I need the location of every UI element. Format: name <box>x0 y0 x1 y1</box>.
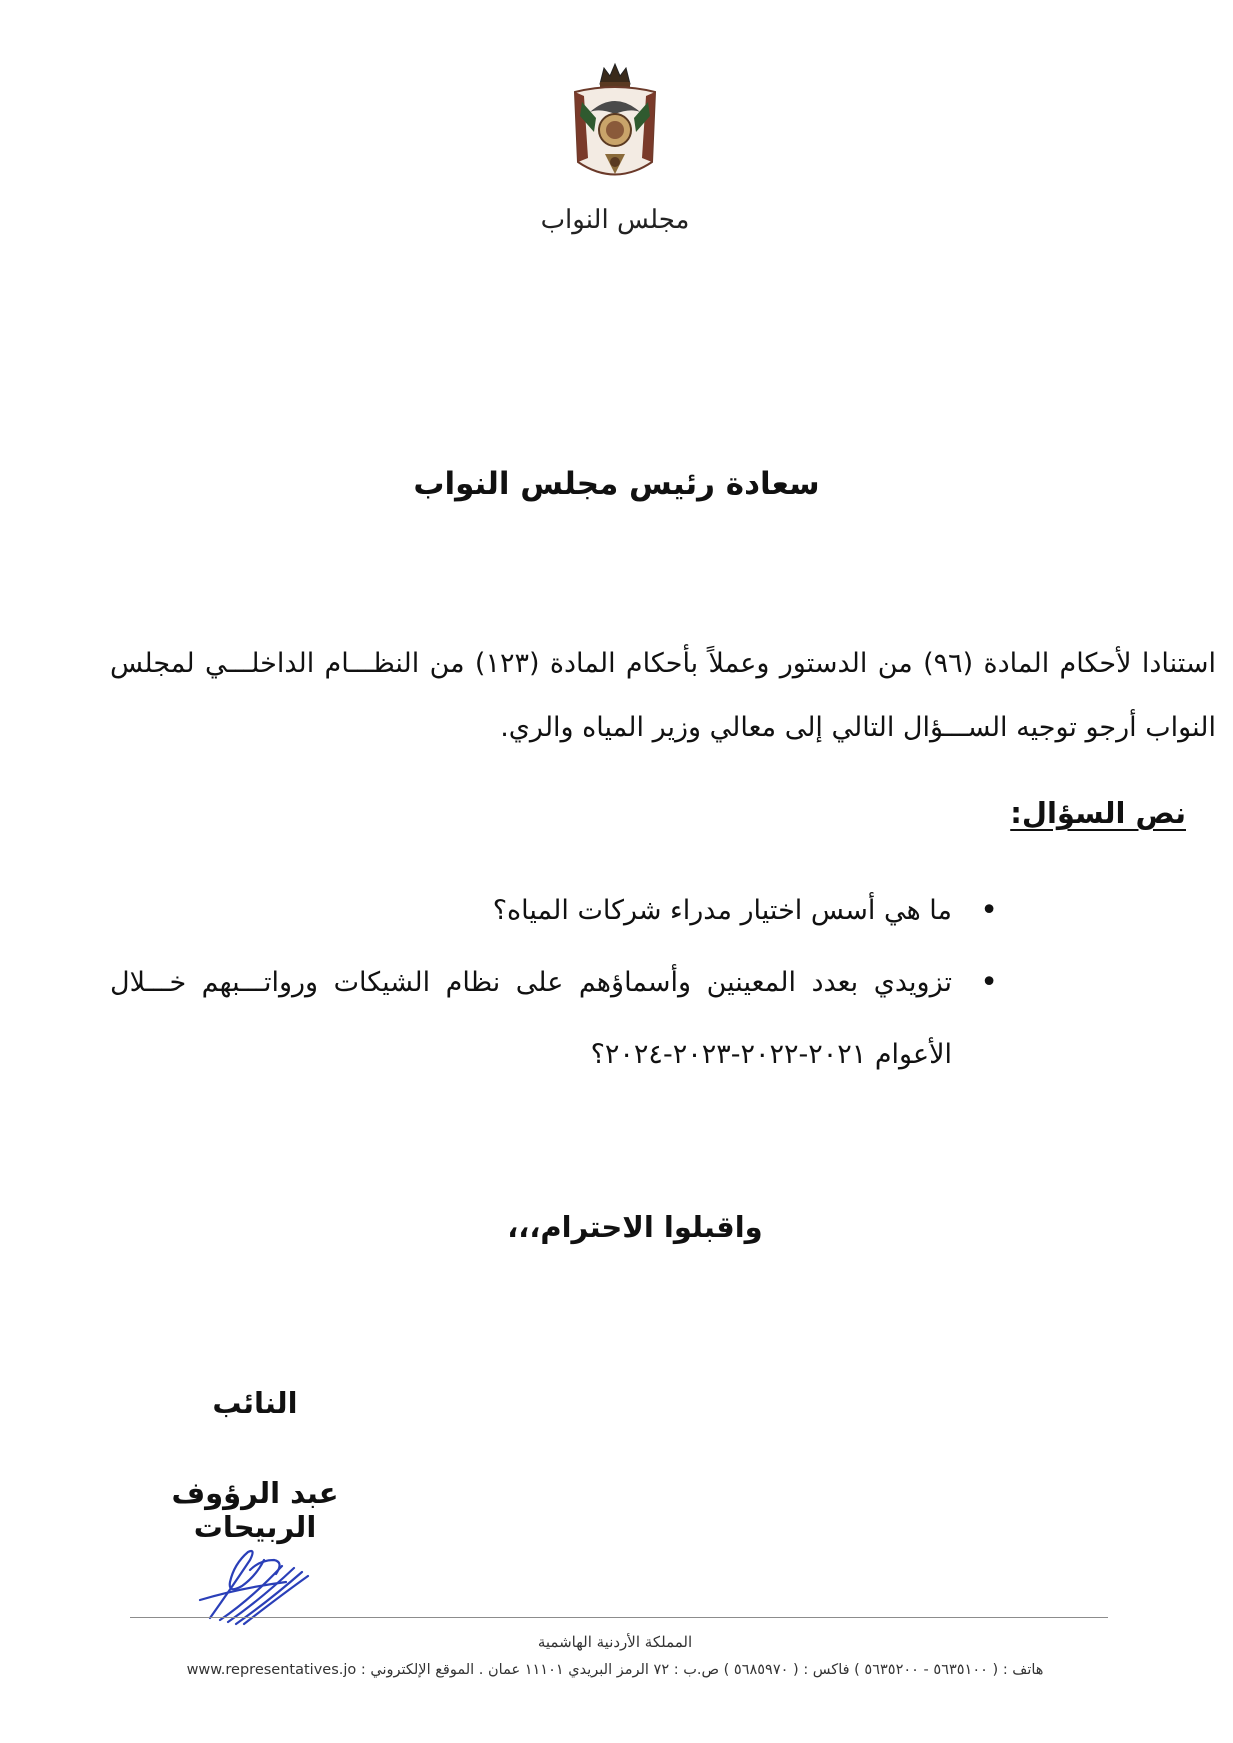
question-heading: نص السؤال: <box>1010 796 1186 830</box>
footer-divider <box>130 1617 1108 1618</box>
greeting-line: سعادة رئيس مجلس النواب <box>413 466 820 502</box>
organization-letterhead: مجلس النواب <box>540 205 690 235</box>
body-line-2: النواب أرجو توجيه الســـؤال التالي إلى معالي وزير المياه والري. <box>500 712 1216 743</box>
footer-country: المملكة الأردنية الهاشمية <box>537 1633 693 1651</box>
royal-crest-emblem <box>560 62 670 188</box>
body-paragraph <box>110 632 1216 760</box>
question-2-line-2: الأعوام ٢٠٢١-٢٠٢٢-٢٠٢٣-٢٠٢٤؟ <box>590 1039 952 1070</box>
signatory-title: النائب <box>212 1386 298 1420</box>
question-list <box>110 875 1216 1091</box>
signatory-name: عبد الرؤوف الربيحات <box>171 1476 339 1544</box>
closing-line: واقبلوا الاحترام،،، <box>507 1210 763 1244</box>
body-line-1: استنادا لأحكام المادة (٩٦) من الدستور وعملاً بأحكام المادة (١٢٣) من النظـــام الداخلـــي لمجلس <box>110 648 1216 679</box>
handwritten-signature <box>190 1530 340 1630</box>
question-2-line-1: • تزويدي بعدد المعينين وأسماؤهم على نظام الشيكات ورواتـــبهم خـــلال <box>110 967 952 998</box>
list-item <box>110 875 1216 947</box>
list-item <box>110 947 1216 1091</box>
question-1-text: ما هي أسس اختيار مدراء شركات المياه؟ <box>492 895 952 926</box>
footer-contact-info: هاتف : ( ٥٦٣٥١٠٠ - ٥٦٣٥٢٠٠ ) فاكس : ( ٥٦٨٥٩٧٠ ) ص.ب : ٧٢ الرمز البريدي ١١١٠١ عمان . الموقع الإلكتروني : www.representatives.jo <box>186 1662 1044 1678</box>
